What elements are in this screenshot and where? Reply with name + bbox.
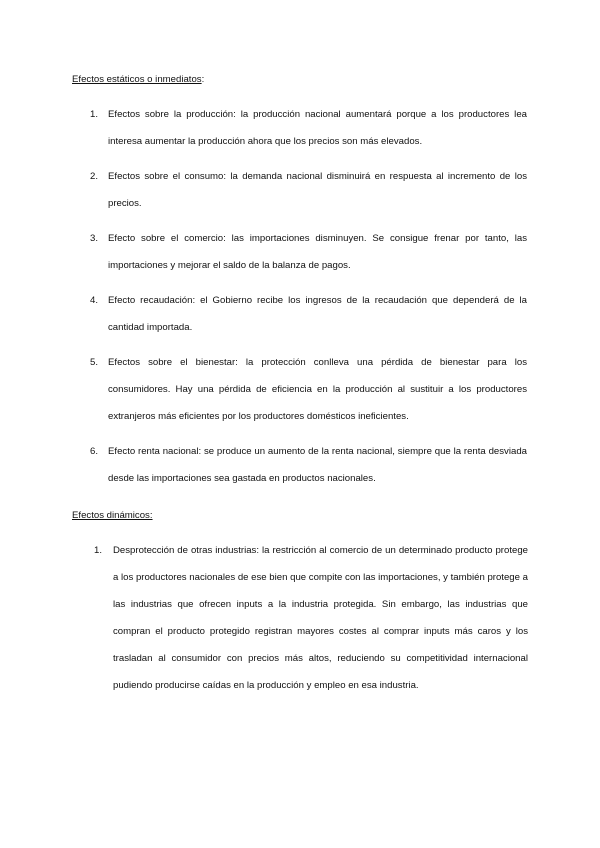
list-item-static-5 — [90, 349, 527, 430]
list-item-text: Efectos sobre la producción: la producción nacional aumentará porque a los productores lea interesa aumentar la producción ahora que los precios son más elevados. — [108, 109, 527, 147]
list-item-text: Efectos sobre el bienestar: la protección conlleva una pérdida de bienestar para los consumidores. Hay una pérdida de eficiencia en la producción al sustituir a los productores extranjeros más eficientes por los productores domésticos ineficientes. — [108, 357, 527, 422]
list-item-static-3 — [90, 225, 527, 279]
list-number: 3. — [90, 233, 99, 244]
list-item-dynamic-1 — [94, 537, 528, 699]
list-item-text: Efectos sobre el consumo: la demanda nacional disminuirá en respuesta al incremento de los precios. — [108, 171, 527, 209]
section-heading-static-effects-colon: : — [201, 74, 205, 85]
list-item-text: Efecto recaudación: el Gobierno recibe los ingresos de la recaudación que dependerá de la cantidad importada. — [108, 295, 527, 333]
list-item-static-2 — [90, 163, 527, 217]
list-number: 1. — [90, 109, 99, 120]
section-heading-static-effects — [72, 74, 204, 86]
list-number: 1. — [94, 545, 103, 556]
list-item-text: Efecto sobre el comercio: las importaciones disminuyen. Se consigue frenar por tanto, las importaciones y mejorar el saldo de la balanza de pagos. — [108, 233, 527, 271]
list-number: 5. — [90, 357, 99, 368]
section-heading-dynamic-effects-text: Efectos dinámicos: — [72, 510, 153, 521]
list-number: 4. — [90, 295, 99, 306]
list-item-static-6 — [90, 438, 527, 492]
list-item-static-1 — [90, 101, 527, 155]
list-number: 2. — [90, 171, 99, 182]
list-item-text: Efecto renta nacional: se produce un aumento de la renta nacional, siempre que la renta desviada desde las importaciones sea gastada en productos nacionales. — [108, 446, 527, 484]
list-item-static-4 — [90, 287, 527, 341]
section-heading-static-effects-text: Efectos estáticos o inmediatos — [72, 74, 202, 85]
list-item-text: Desprotección de otras industrias: la restricción al comercio de un determinado producto protege a los productores nacionales de ese bien que compite con las importaciones, y también protege a las industrias que ofrecen inputs a la industria protegida. Sin embargo, las industrias que compran el producto protegido registran mayores costes al comprar inputs más caros y los trasladan al consumidor con precios más altos, reduciendo su competitividad internacional pudiendo producirse caídas en la producción y empleo en esa industria. — [113, 545, 528, 691]
list-number: 6. — [90, 446, 99, 457]
section-heading-dynamic-effects — [72, 510, 153, 522]
